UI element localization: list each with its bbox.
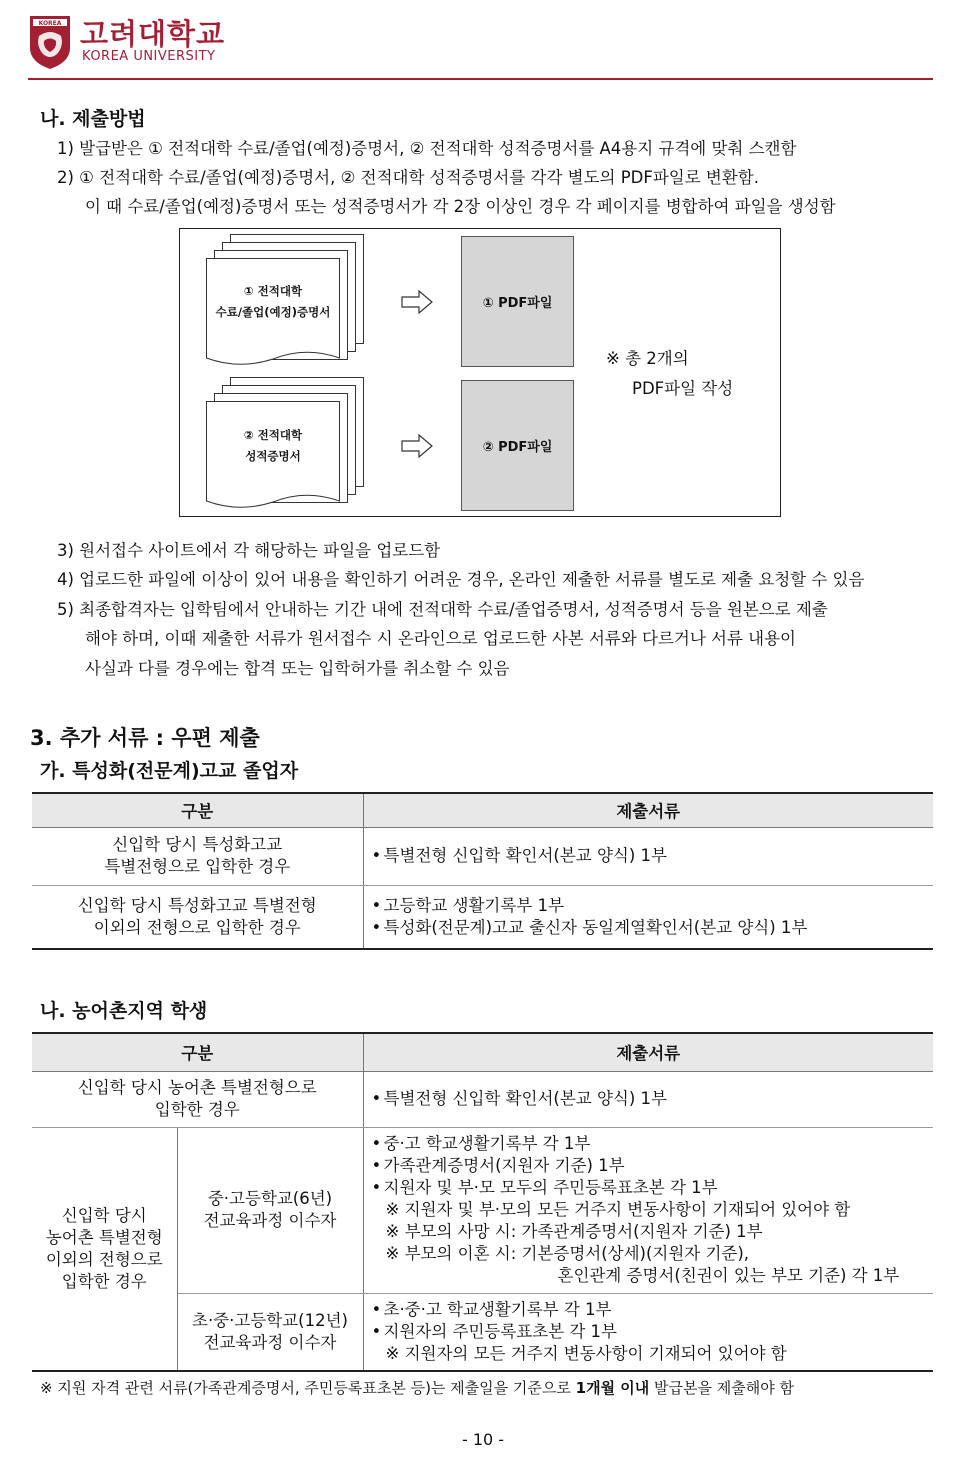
table-b-header-category: 구분	[32, 1033, 363, 1071]
footnote-text-after: 발급본을 제출해야 함	[649, 1379, 794, 1397]
method-step-2: 2) ① 전적대학 수료/졸업(예정)증명서, ② 전적대학 성적증명서를 각각 별도의 PDF파일로 변환함.	[57, 168, 759, 187]
table-b-sub1-item-2: 가족관계증명서(지원자 기준) 1부	[383, 1156, 625, 1175]
table-b-group-category-l1: 신입학 당시	[61, 1205, 147, 1225]
table-b-sub1-note-2: ※ 부모의 사망 시: 가족관계증명서(지원자 기준) 1부	[385, 1222, 763, 1241]
table-a-row1-item: 특별전형 신입학 확인서(본교 양식) 1부	[383, 846, 667, 865]
table-b-sub2-note-1: ※ 지원자의 모든 거주지 변동사항이 기재되어 있어야 함	[385, 1343, 787, 1363]
right-arrow-icon	[401, 290, 433, 314]
right-arrow-icon	[401, 434, 433, 458]
table-a-header-category: 구분	[32, 793, 363, 827]
pdf-file-1: ① PDF파일	[461, 236, 574, 367]
footnote-text-bold: 1개월 이내	[575, 1379, 650, 1397]
table-b-group-category-l3: 이외의 전형으로	[45, 1249, 163, 1269]
table-b-group-category-l2: 농어촌 특별전형	[45, 1227, 163, 1247]
table-row: 신입학 당시 농어촌 특별전형으로 입학한 경우 • 특별전형 신입학 확인서(본교 양식) 1부	[32, 1071, 933, 1127]
table-row: 신입학 당시 특성화고교 특별전형 이외의 전형으로 입학한 경우 • 고등학교 생활기록부 1부 • 특성화(전문계)고교 출신자 동일계열확인서(본교 양식) 1부	[32, 885, 933, 949]
table-b-sub1-item-3: 지원자 및 부·모 모두의 주민등록표초본 각 1부	[383, 1178, 718, 1197]
table-row: 신입학 당시 특성화고교 특별전형으로 입학한 경우 • 특별전형 신입학 확인서(본교 양식) 1부	[32, 827, 933, 885]
method-step-5-cont1: 해야 하며, 이때 제출한 서류가 원서접수 시 온라인으로 업로드한 사본 서류와 다르거나 서류 내용이	[85, 629, 796, 648]
table-b-sub1-note-3: ※ 부모의 이혼 시: 기본증명서(상세)(지원자 기준),	[385, 1244, 750, 1263]
subsection-a-heading: 가. 특성화(전문계)고교 졸업자	[40, 760, 299, 782]
footnote-text-before: ※ 지원 자격 관련 서류(가족관계증명서, 주민등록표초본 등)는 제출일을 기준으로	[40, 1379, 576, 1397]
method-step-3: 3) 원서접수 사이트에서 각 해당하는 파일을 업로드함	[57, 541, 441, 560]
table-b-sub1-label-l2: 전교육과정 이수자	[203, 1211, 337, 1230]
footnote	[40, 1377, 794, 1398]
table-a-header-documents: 제출서류	[363, 793, 933, 827]
page-number: - 10 -	[461, 1430, 505, 1449]
logo-english-name: KOREA UNIVERSITY	[82, 49, 216, 64]
table-b-sub2-item-2: 지원자의 주민등록표초본 각 1부	[383, 1321, 617, 1341]
table-row: 신입학 당시 농어촌 특별전형 이외의 전형으로 입학한 경우 중·고등학교(6년) 전교육과정 이수자 • 중·고 학교생활기록부 각 1부 • 가족관계증명서(지원자 기준) 1부 • 지원자 및 부·모 모두의 주민등록표초본 각 1부 ※ 지원자 및 부·모의 모든 거주지 변동사항이 기재되어 있어야 함 ※ 부모의 사망 시: 가족관계증명서(지원자 기준) 1부 ※ 부모의 이혼 시: 기본증명서(상세)(지원자 기준), 혼인관계 증명서(친권이 있는 부모 기준) 각 1부	[32, 1127, 933, 1293]
table-row: 초·중·고등학교(12년) 전교육과정 이수자 • 초·중·고 학교생활기록부 각 1부 • 지원자의 주민등록표초본 각 1부 ※ 지원자의 모든 거주지 변동사항이 기재되어 있어야 함	[32, 1293, 933, 1371]
method-step-5-cont2: 사실과 다를 경우에는 합격 또는 입학허가를 취소할 수 있음	[85, 659, 510, 678]
subsection-b-heading: 나. 농어촌지역 학생	[40, 1000, 208, 1022]
table-rural-area-students	[32, 1032, 933, 1372]
table-b-sub1-note-3-cont: 혼인관계 증명서(친권이 있는 부모 기준) 각 1부	[557, 1266, 900, 1285]
emblem-text: KOREA	[38, 20, 62, 27]
table-b-sub1-note-1: ※ 지원자 및 부·모의 모든 거주지 변동사항이 기재되어 있어야 함	[385, 1200, 851, 1219]
table-b-sub1-item-1: 중·고 학교생활기록부 각 1부	[383, 1134, 591, 1153]
method-step-4: 4) 업로드한 파일에 이상이 있어 내용을 확인하기 어려운 경우, 온라인 제출한 서류를 별도로 제출 요청할 수 있음	[57, 570, 865, 589]
table-a-row2-category-l1: 신입학 당시 특성화고교 특별전형	[77, 895, 317, 915]
diagram-note-line2: PDF파일 작성	[632, 379, 734, 398]
method-heading: 나. 제출방법	[40, 108, 146, 130]
table-a-row1-category-l1: 신입학 당시 특성화고교	[112, 835, 283, 854]
table-a-row2-category-l2: 이외의 전형으로 입학한 경우	[93, 917, 301, 937]
doc2-label-line2: 성적증명서	[245, 449, 301, 463]
table-b-row1-item: 특별전형 신입학 확인서(본교 양식) 1부	[383, 1089, 667, 1108]
table-a-row2-item-1: 고등학교 생활기록부 1부	[383, 895, 564, 915]
doc1-label-line1: ① 전적대학	[243, 284, 303, 298]
doc1-label-line2: 수료/졸업(예정)증명서	[215, 305, 331, 319]
table-specialized-high-school	[32, 792, 933, 950]
korea-university-emblem-icon	[28, 14, 72, 70]
table-b-sub2-label-l1: 초·중·고등학교(12년)	[192, 1310, 348, 1330]
table-b-group-category-l4: 입학한 경우	[61, 1271, 147, 1291]
method-step-1: 1) 발급받은 ① 전적대학 수료/졸업(예정)증명서, ② 전적대학 성적증명서를 A4용지 규격에 맞춰 스캔함	[57, 139, 797, 158]
method-step-5: 5) 최종합격자는 입학팀에서 안내하는 기간 내에 전적대학 수료/졸업증명서, 성적증명서 등을 원본으로 제출	[57, 600, 828, 619]
table-b-row1-category-l1: 신입학 당시 농어촌 특별전형으로	[77, 1078, 317, 1097]
method-step-2-cont: 이 때 수료/졸업(예정)증명서 또는 성적증명서가 각 2장 이상인 경우 각 페이지를 병합하여 파일을 생성함	[85, 197, 836, 216]
table-b-row1-category-l2: 입학한 경우	[154, 1100, 240, 1119]
pdf-file-2: ② PDF파일	[461, 380, 574, 511]
header-divider	[28, 78, 933, 80]
table-b-sub1-label-l1: 중·고등학교(6년)	[207, 1189, 333, 1208]
table-b-sub2-label-l2: 전교육과정 이수자	[203, 1332, 337, 1352]
table-b-header-documents: 제출서류	[363, 1033, 933, 1071]
section-3-heading: 3. 추가 서류 : 우편 제출	[30, 726, 260, 750]
table-a-row2-item-2: 특성화(전문계)고교 출신자 동일계열확인서(본교 양식) 1부	[383, 917, 808, 937]
diagram-note-line1: ※ 총 2개의	[606, 349, 689, 368]
doc2-label-line1: ② 전적대학	[243, 428, 303, 442]
logo-korean-name: 고려대학교	[80, 17, 226, 51]
table-a-row1-category-l2: 특별전형으로 입학한 경우	[104, 857, 291, 876]
table-b-sub2-item-1: 초·중·고 학교생활기록부 각 1부	[383, 1299, 612, 1319]
conversion-diagram	[179, 228, 781, 517]
